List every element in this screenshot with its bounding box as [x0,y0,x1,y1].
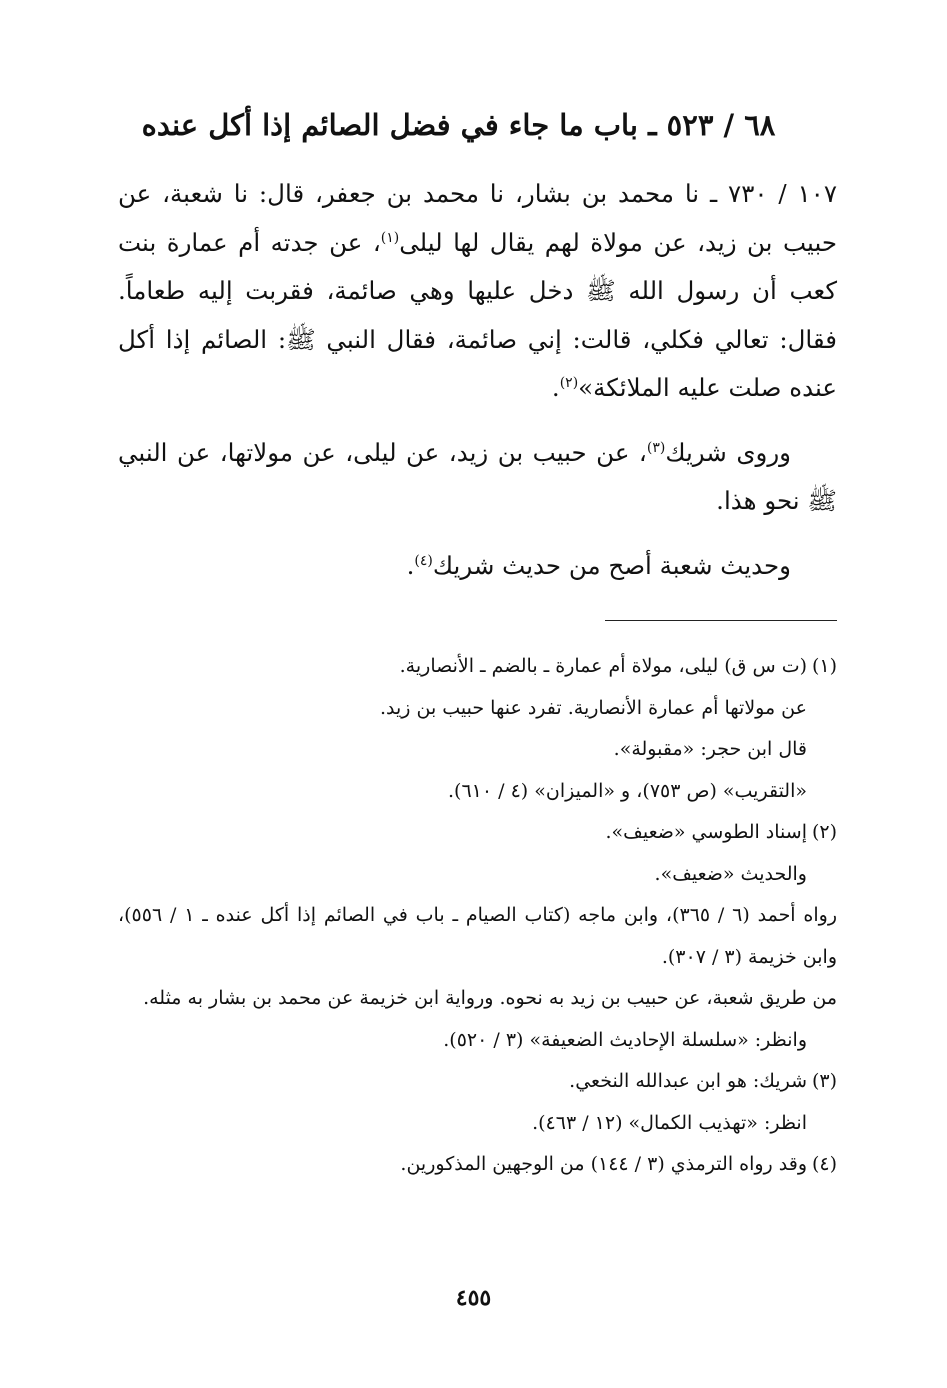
footnote-2-line-4: من طريق شعبة، عن حبيب بن زيد به نحوه. ورواية ابن خزيمة عن محمد بن بشار به مثله. [143,987,837,1009]
footnote-4-line-1: وقد رواه الترمذي (٣ / ١٤٤) من الوجهين المذكورين. [400,1153,807,1175]
footnote-2-number: (٢) [811,821,837,843]
footnote-2-line-5: وانظر: «سلسلة الإحاديث الضعيفة» (٣ / ٥٢٠). [443,1028,807,1051]
sharik-text-part2: ، عن حبيب بن زيد، عن ليلى، عن مولاتها، عن النبي ﷺ نحو هذا. [118,437,837,515]
footnote-ref-3: (٣) [646,439,666,456]
footnote-2-line-1: إسناد الطوسي «ضعيف». [605,821,807,843]
footnote-1-line-3: قال ابن حجر: «مقبولة». [613,738,807,760]
comparison-text: وحديث شعبة أصح من حديث شريك [432,550,791,580]
sharik-paragraph [118,429,837,526]
footnote-1 [118,646,837,688]
hadith-text-end: . [551,373,560,402]
footnote-1-line-4: «التقريب» (ص ٧٥٣)، و «الميزان» (٤ / ٦١٠). [448,779,807,802]
footnotes [118,646,837,1186]
main-text [118,170,837,606]
hadith-text-part2: ، عن جدته أم عمارة بنت كعب أن رسول الله ﷺ دخل عليها وهي صائمة، فقربت إليه طعاماً. فقال: تعالي فكلي، قالت: إني صائمة، فقال النبي ﷺ: الصائم إذا أكل عنده صلت عليه الملائكة» [118,227,837,402]
footnote-4 [118,1144,837,1186]
hadith-paragraph [118,170,837,413]
comparison-text-end: . [406,550,415,580]
footnote-3-number: (٣) [811,1070,837,1092]
footnote-3-line-2: انظر: «تهذيب الكمال» (١٢ / ٤٦٣). [532,1111,807,1134]
hadith-text-part1: ١٠٧ / ٧٣٠ ـ نا محمد بن بشار، نا محمد بن جعفر، قال: نا شعبة، عن حبيب بن زيد، عن مولاة لهم يقال لها ليلى [118,179,837,257]
sharik-text-part1: وروى شريك [665,437,791,467]
footnote-1-number: (١) [811,655,837,677]
footnote-ref-1: (١) [380,229,400,246]
chapter-title: ٦٨ / ٥٢٣ ـ باب ما جاء في فضل الصائم إذا أكل عنده [141,108,776,142]
footnote-4-number: (٤) [811,1153,837,1175]
footnote-3-line-1: شريك: هو ابن عبدالله النخعي. [569,1070,807,1092]
footnote-1-line-1: (ت س ق) ليلى، مولاة أم عمارة ـ بالضم ـ الأنصارية. [399,655,807,677]
footnote-ref-4: (٤) [414,552,433,569]
comparison-paragraph [118,542,837,591]
footnote-divider [605,620,837,621]
footnote-2 [118,812,837,854]
page-number: ٤٥٥ [455,1285,492,1311]
footnote-2-line-3: رواه أحمد (٦ / ٣٦٥)، وابن ماجه (كتاب الصيام ـ باب في الصائم إذا أكل عنده ـ ١ / ٥٥٦)، وابن خزيمة (٣ / ٣٠٧). [118,904,837,968]
footnote-2-line-2: والحديث «ضعيف». [654,862,807,885]
footnote-1-line-2: عن مولاتها أم عمارة الأنصارية. تفرد عنها حبيب بن زيد. [379,696,807,719]
footnote-3 [118,1061,837,1103]
footnote-ref-2: (٢) [559,374,579,391]
